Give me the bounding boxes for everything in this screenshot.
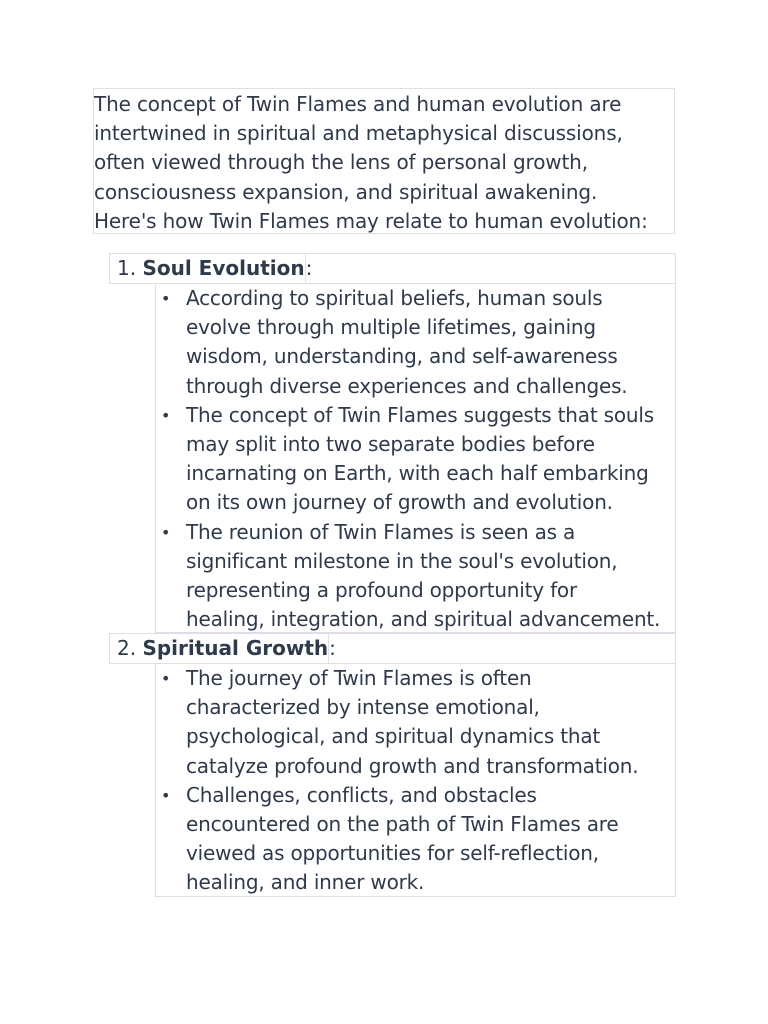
section-suffix: : [329, 636, 336, 660]
list-item [156, 664, 675, 781]
list-item [156, 781, 675, 898]
list-item-text: The concept of Twin Flames suggests that souls may split into two separate bodies before incarnating on Earth, with each half embarking on its own journey of growth and evolution. [186, 402, 654, 515]
bullet-dot: • [161, 522, 171, 542]
intro-paragraph: The concept of Twin Flames and human evolution are intertwined in spiritual and metaphysical discussions, often viewed through the lens of personal growth, consciousness expansion, and spiritual awakening. Here's how Twin Flames may relate to human evolution: [93, 88, 675, 234]
list-item-text: According to spiritual beliefs, human souls evolve through multiple lifetimes, gaining wisdom, understanding, and self-awareness through diverse experiences and challenges. [186, 286, 628, 398]
bullet-dot: • [161, 289, 171, 308]
section-suffix: : [305, 256, 313, 280]
section-heading-soul-evolution [109, 253, 676, 284]
section-number: 1. [117, 256, 137, 280]
list-item-text: Challenges, conflicts, and obstacles encountered on the path of Twin Flames are viewed as opportunities for self-reflection, healing, and inner work. [186, 782, 619, 895]
bullet-list-spiritual-growth [155, 663, 676, 897]
bullet-list-soul-evolution [155, 283, 676, 633]
list-item-text: The journey of Twin Flames is often characterized by intense emotional, psychological, and spiritual dynamics that catalyze profound growth and transformation. [186, 666, 639, 778]
section-title: Spiritual Growth [142, 636, 329, 660]
bullet-dot: • [161, 785, 171, 805]
section-title: Soul Evolution [142, 256, 305, 280]
section-number: 2. [117, 636, 137, 660]
list-item [156, 401, 675, 518]
bullet-dot: • [161, 669, 171, 688]
bullet-dot: • [161, 405, 171, 425]
list-item-text: The reunion of Twin Flames is seen as a significant milestone in the soul's evolution, representing a profound opportunity for healing, integration, and spiritual advancement. [186, 519, 661, 632]
list-item [156, 518, 675, 635]
list-item [156, 284, 675, 401]
section-heading-spiritual-growth [109, 633, 676, 664]
